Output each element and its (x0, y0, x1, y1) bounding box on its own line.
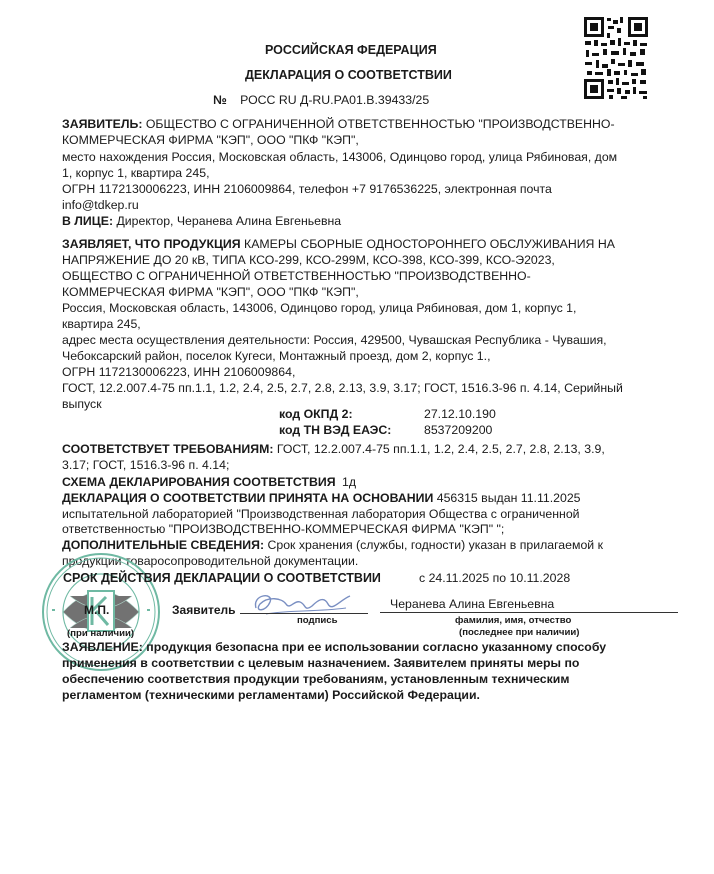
statement-line-1 (62, 639, 606, 655)
additional-text-2: продукции товаросопроводительной документации. (62, 554, 359, 568)
product-line-1 (62, 236, 615, 252)
basis-text-2: испытательной лабораторией "Производственная лаборатория Общества с ограниченной (62, 507, 580, 521)
applicant-text-6: info@tdkep.ru (62, 198, 139, 212)
signer-name: Черанева Алина Евгеньевна (390, 597, 555, 611)
number-line (213, 93, 429, 107)
basis-value: 456315 выдан 11.11.2025 (436, 491, 581, 505)
country-title: РОССИЙСКАЯ ФЕДЕРАЦИЯ (265, 43, 437, 57)
statement-text-2: применения в соответствии с целевым назначением. Заявителем приняты меры по (62, 656, 580, 670)
name-rule (380, 612, 678, 613)
caption-sign: подпись (297, 615, 338, 626)
scheme-label: СХЕМА ДЕКЛАРИРОВАНИЯ СООТВЕТСТВИЯ (62, 475, 336, 489)
document-title: ДЕКЛАРАЦИЯ О СООТВЕТСТВИИ (245, 68, 452, 82)
person-value: Директор, Черанева Алина Евгеньевна (116, 214, 342, 228)
tnved-value: 8537209200 (424, 423, 493, 437)
applicant-signature-label: Заявитель (172, 603, 236, 617)
product-text-1: КАМЕРЫ СБОРНЫЕ ОДНОСТОРОННЕГО ОБСЛУЖИВАНИЯ НА (244, 237, 615, 251)
product-text-3: ОБЩЕСТВО С ОГРАНИЧЕННОЙ ОТВЕТСТВЕННОСТЬЮ "ПРОИЗВОДСТВЕННО- (62, 269, 531, 283)
product-text-9: ОГРН 1172130006223, ИНН 2106009864, (62, 365, 296, 379)
person-line (62, 213, 341, 229)
caption-name: фамилия, имя, отчество (455, 615, 572, 626)
statement-text-4: регламентом (техническими регламентами) Российской Федерации. (62, 688, 480, 702)
additional-label: ДОПОЛНИТЕЛЬНЫЕ СВЕДЕНИЯ: (62, 538, 265, 552)
requirements-line-1 (62, 441, 605, 457)
okpd-label: код ОКПД 2: (279, 407, 353, 421)
statement-text-1: продукция безопасна при ее использовании согласно указанному способу (146, 640, 607, 654)
validity-value: с 24.11.2025 по 10.11.2028 (419, 571, 571, 585)
product-text-4: КОММЕРЧЕСКАЯ ФИРМА "КЭП", ООО "ПКФ "КЭП", (62, 285, 359, 299)
product-text-11: выпуск (62, 397, 102, 411)
additional-value: Срок хранения (службы, годности) указан в прилагаемой к (267, 538, 603, 552)
product-text-6: квартира 245, (62, 317, 141, 331)
product-text-5: Россия, Московская область, 143006, Одинцово город, улица Рябиновая, дом 1, корпус 1, (62, 301, 577, 315)
statement-label: ЗАЯВЛЕНИЕ: (62, 640, 143, 654)
applicant-text-3: место нахождения Россия, Московская область, 143006, Одинцово город, улица Рябиновая, дом (62, 150, 618, 164)
product-text-7: адрес места осуществления деятельности: Россия, 429500, Чувашская Республика - Чувашия, (62, 333, 607, 347)
product-label: ЗАЯВЛЯЕТ, ЧТО ПРОДУКЦИЯ (62, 237, 241, 251)
requirements-label: СООТВЕТСТВУЕТ ТРЕБОВАНИЯМ: (62, 442, 274, 456)
product-text-2: НАПРЯЖЕНИЕ ДО 20 кВ, ТИПА КСО-299, КСО-299М, КСО-398, КСО-399, КСО-Э2023, (62, 253, 555, 267)
declaration-number: РОСС RU Д-RU.РА01.В.39433/25 (240, 93, 430, 107)
requirements-text-2: 3.17; ГОСТ, 1516.3-96 п. 4.14; (62, 458, 230, 472)
applicant-text-4: 1, корпус 1, квартира 245, (62, 166, 210, 180)
scheme-value: 1д (341, 475, 356, 489)
okpd-value: 27.12.10.190 (424, 407, 496, 421)
applicant-line-1 (62, 116, 615, 132)
number-sign: № (213, 93, 227, 107)
tnved-label: код ТН ВЭД ЕАЭС: (279, 423, 392, 437)
validity-label: СРОК ДЕЙСТВИЯ ДЕКЛАРАЦИИ О СООТВЕТСТВИИ (63, 571, 381, 585)
basis-text-3: ответственностью "ПРОИЗВОДСТВЕННО-КОММЕРЧЕСКАЯ ФИРМА "КЭП" "; (62, 522, 505, 536)
basis-label: ДЕКЛАРАЦИЯ О СООТВЕТСТВИИ ПРИНЯТА НА ОСНОВАНИИ (62, 491, 434, 505)
statement-text-3: обеспечению соответствия продукции требованиям, установленным техническим (62, 672, 570, 686)
applicant-text-2: КОММЕРЧЕСКАЯ ФИРМА "КЭП", ООО "ПКФ "КЭП", (62, 133, 359, 147)
requirements-text-1: ГОСТ, 12.2.007.4-75 пп.1.1, 1.2, 2.4, 2.5, 2.7, 2.8, 2.13, 3.9, (276, 442, 605, 456)
caption-mp: (при наличии) (67, 628, 135, 639)
signature-rule (240, 613, 368, 614)
product-text-10: ГОСТ, 12.2.007.4-75 пп.1.1, 1.2, 2.4, 2.5, 2.7, 2.8, 2.13, 3.9, 3.17; ГОСТ, 1516.3-96 п. 4.14, Серийный (62, 381, 623, 395)
person-label: В ЛИЦЕ: (62, 214, 114, 228)
applicant-label: ЗАЯВИТЕЛЬ: (62, 117, 143, 131)
applicant-text-5: ОГРН 1172130006223, ИНН 2106009864, телефон +7 9176536225, электронная почта (62, 182, 552, 196)
applicant-text-1: ОБЩЕСТВО С ОГРАНИЧЕННОЙ ОТВЕТСТВЕННОСТЬЮ "ПРОИЗВОДСТВЕННО- (145, 117, 615, 131)
qr-code-icon (583, 16, 649, 100)
product-text-8: Чебоксарский район, поселок Кугеси, Монтажный проезд, дом 2, корпус 1., (62, 349, 491, 363)
caption-name-2: (последнее при наличии) (459, 627, 580, 638)
basis-line-1 (62, 490, 581, 506)
scheme-line (62, 474, 356, 490)
mp-label: М.П. (84, 603, 110, 617)
